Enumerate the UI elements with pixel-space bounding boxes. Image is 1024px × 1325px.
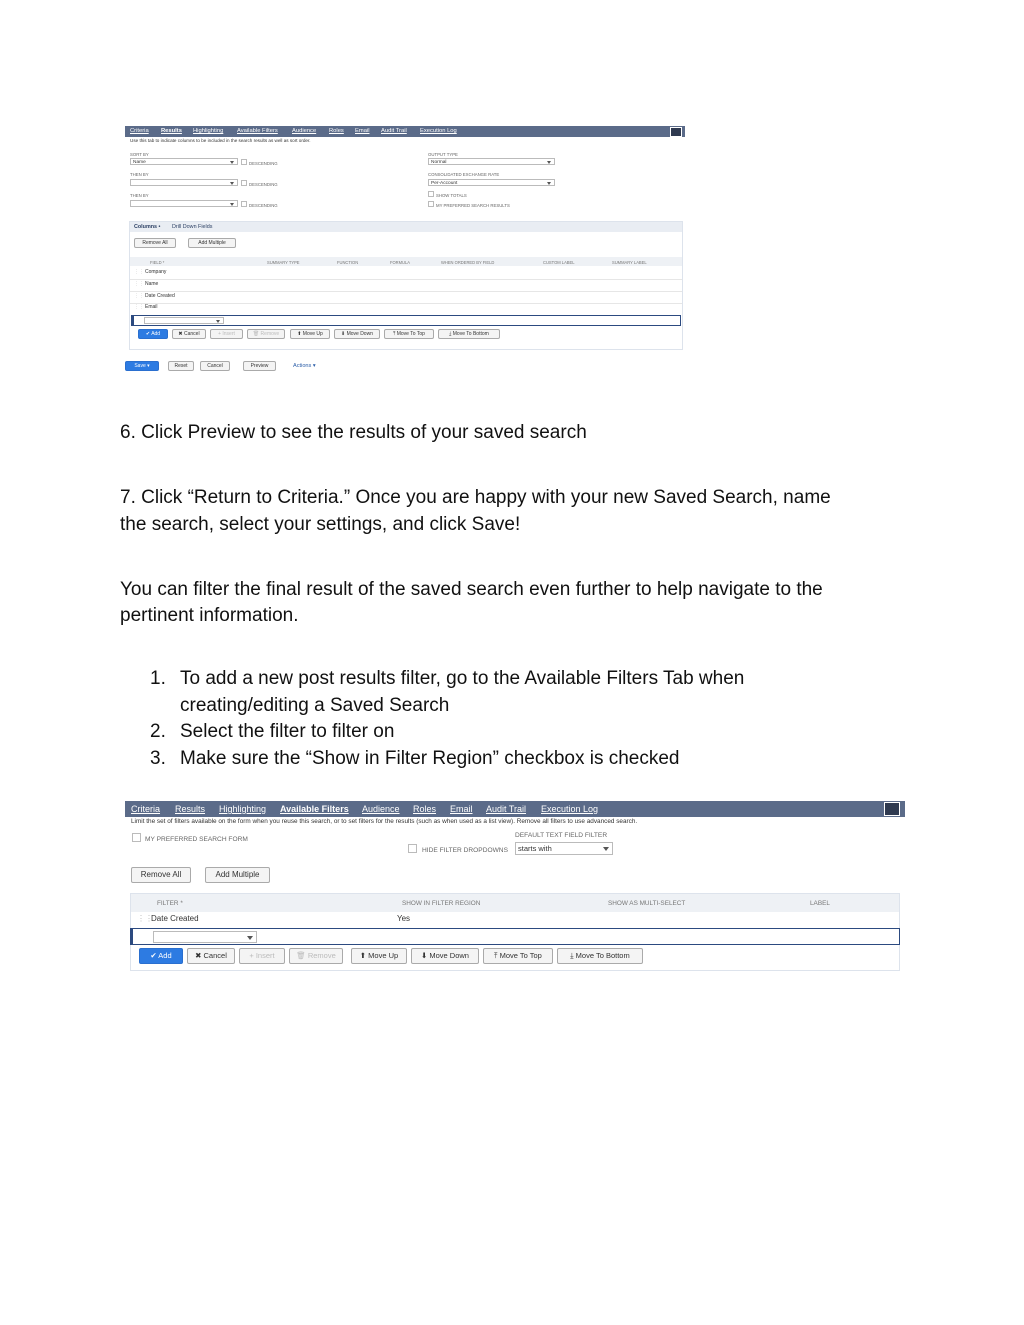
- col-summary-label: SUMMARY LABEL: [612, 260, 647, 265]
- col-when-ordered: WHEN ORDERED BY FIELD: [441, 260, 495, 265]
- columns-header: [130, 257, 682, 266]
- list-item-text: Select the filter to filter on: [180, 721, 395, 742]
- add-button[interactable]: ✔ Add: [138, 329, 168, 339]
- descending-checkbox-2[interactable]: [241, 180, 247, 186]
- table-row[interactable]: Name: [145, 281, 159, 287]
- sort-by-label: SORT BY: [130, 152, 149, 157]
- default-filter-label: DEFAULT TEXT FIELD FILTER: [515, 832, 608, 839]
- sort-by-select[interactable]: Name: [130, 158, 238, 165]
- list-item-text-cont: creating/editing a Saved Search: [180, 694, 450, 716]
- step-6-text: 6. Click Preview to see the results of your saved search: [120, 422, 587, 443]
- move-to-top-button[interactable]: ⤒ Move To Top: [384, 329, 434, 339]
- actions-menu[interactable]: Actions ▾: [293, 363, 316, 369]
- add-multiple-button[interactable]: Add Multiple: [205, 867, 270, 883]
- filters-table: [130, 893, 900, 971]
- move-up-button[interactable]: ⬆ Move Up: [351, 948, 407, 964]
- preferred-results-checkbox[interactable]: [428, 201, 434, 207]
- field-select[interactable]: [144, 317, 224, 324]
- step-7-line-1: 7. Click “Return to Criteria.” Once you are happy with your new Saved Search, name: [120, 487, 831, 508]
- drag-handle-icon[interactable]: ⋮⋮: [134, 304, 144, 310]
- chevron-down-icon: [603, 847, 609, 851]
- tab-audience[interactable]: Audience: [292, 128, 317, 134]
- menu-icon[interactable]: [670, 127, 682, 137]
- results-hint: Use this tab to indicate columns to be included in the search results as well as sort order.: [130, 138, 311, 143]
- table-row[interactable]: Email: [145, 304, 158, 310]
- col-custom-label: CUSTOM LABEL: [543, 260, 575, 265]
- preferred-results-label: MY PREFERRED SEARCH RESULTS: [436, 203, 510, 208]
- fade-overlay: [525, 354, 685, 378]
- tab-results[interactable]: Results: [175, 804, 206, 814]
- then-by-label: THEN BY: [130, 172, 149, 177]
- list-item-number: 3.: [150, 747, 166, 769]
- move-to-top-button[interactable]: ⤒ Move To Top: [483, 948, 553, 964]
- tab-audience[interactable]: Audience: [362, 804, 400, 814]
- descending-label: DESCENDING: [249, 182, 278, 187]
- move-to-bottom-button[interactable]: ⤓ Move To Bottom: [438, 329, 500, 339]
- reset-button[interactable]: Reset: [168, 361, 194, 371]
- drag-handle-icon[interactable]: ⋮⋮: [134, 269, 144, 275]
- remove-button[interactable]: 🗑 Remove: [289, 948, 343, 964]
- remove-all-button[interactable]: Remove All: [131, 867, 191, 883]
- exchange-rate-select[interactable]: Per-Account: [428, 179, 555, 186]
- cancel-row-button[interactable]: ✖ Cancel: [187, 948, 235, 964]
- default-filter-select[interactable]: starts with: [515, 842, 613, 855]
- row-divider: [130, 303, 682, 304]
- cancel-row-button[interactable]: ✖ Cancel: [172, 329, 206, 339]
- tab-audit-trail[interactable]: Audit Trail: [381, 128, 407, 134]
- preview-button[interactable]: Preview: [243, 361, 276, 371]
- insert-button[interactable]: + Insert: [239, 948, 285, 964]
- descending-checkbox-1[interactable]: [241, 159, 247, 165]
- results-tab-screenshot: [125, 126, 685, 378]
- drag-handle-icon[interactable]: ⋮⋮: [137, 914, 153, 923]
- descending-checkbox-3[interactable]: [241, 201, 247, 207]
- list-item-text: To add a new post results filter, go to the Available Filters Tab when: [180, 668, 745, 689]
- filters-header: [131, 894, 899, 912]
- tab-highlighting[interactable]: Highlighting: [219, 804, 267, 814]
- tab-available-filters[interactable]: Available Filters: [237, 128, 278, 134]
- filters-hint: Limit the set of filters available on the form when you reuse this search, or to set filters for the results (such as when used as a list view). Remove all filters to use advanced search.: [131, 818, 638, 825]
- tab-available-filters[interactable]: Available Filters: [280, 804, 349, 814]
- col-show-in-filter-region: SHOW IN FILTER REGION: [402, 900, 481, 907]
- col-show-as-multi-select: SHOW AS MULTI-SELECT: [608, 900, 686, 907]
- edit-row: [130, 928, 900, 945]
- insert-button[interactable]: + Insert: [210, 329, 243, 339]
- table-row-filter[interactable]: Date Created: [151, 914, 199, 923]
- remove-all-button[interactable]: Remove All: [134, 238, 176, 248]
- filter-select[interactable]: [153, 931, 257, 943]
- tab-criteria[interactable]: Criteria: [131, 804, 161, 814]
- tab-execution-log[interactable]: Execution Log: [420, 128, 457, 134]
- then-by-label: THEN BY: [130, 193, 149, 198]
- edit-row: [131, 315, 681, 326]
- show-totals-checkbox[interactable]: [428, 191, 434, 197]
- tab-roles[interactable]: Roles: [329, 128, 344, 134]
- tab-roles[interactable]: Roles: [413, 804, 437, 814]
- chevron-down-icon: [230, 161, 234, 164]
- list-item: [120, 666, 744, 719]
- tab-bar: [125, 126, 685, 137]
- tab-email[interactable]: Email: [355, 128, 370, 134]
- menu-icon[interactable]: [884, 802, 900, 816]
- hide-dropdowns-checkbox[interactable]: [408, 844, 417, 853]
- move-down-button[interactable]: ⬇ Move Down: [334, 329, 380, 339]
- chevron-down-icon: [547, 182, 551, 185]
- remove-button[interactable]: 🗑 Remove: [247, 329, 285, 339]
- list-item-number: 2.: [150, 721, 166, 742]
- col-summary-type: SUMMARY TYPE: [267, 260, 300, 265]
- chevron-down-icon: [216, 320, 220, 323]
- drag-handle-icon[interactable]: ⋮⋮: [134, 293, 144, 299]
- drag-handle-icon[interactable]: ⋮⋮: [134, 281, 144, 287]
- list-item: [120, 746, 744, 773]
- show-totals-label: SHOW TOTALS: [436, 193, 467, 198]
- list-item: [120, 719, 744, 746]
- preferred-form-checkbox[interactable]: [132, 833, 141, 842]
- tab-execution-log[interactable]: Execution Log: [541, 804, 599, 814]
- table-row[interactable]: Date Created: [145, 293, 175, 299]
- step-7-line-2: the search, select your settings, and click Save!: [120, 514, 521, 535]
- hide-dropdowns-label: HIDE FILTER DROPDOWNS: [422, 847, 508, 854]
- descending-label: DESCENDING: [249, 161, 278, 166]
- tab-results[interactable]: Results: [161, 128, 182, 134]
- filter-intro-line-1: You can filter the final result of the saved search even further to help navigate to the: [120, 579, 823, 600]
- tab-audit-trail[interactable]: Audit Trail: [486, 804, 527, 814]
- move-up-button[interactable]: ⬆ Move Up: [290, 329, 330, 339]
- move-to-bottom-button[interactable]: ⤓ Move To Bottom: [557, 948, 643, 964]
- columns-panel: [129, 221, 683, 350]
- table-row-show[interactable]: Yes: [397, 914, 411, 923]
- filter-steps-list: [120, 666, 744, 772]
- tab-drill-down-fields[interactable]: Drill Down Fields: [172, 224, 213, 230]
- chevron-down-icon: [230, 182, 234, 185]
- chevron-down-icon: [230, 203, 234, 206]
- preferred-form-label: MY PREFERRED SEARCH FORM: [145, 836, 248, 843]
- add-multiple-button[interactable]: Add Multiple: [188, 238, 236, 248]
- table-row[interactable]: Company: [145, 269, 167, 275]
- output-type-select[interactable]: Normal: [428, 158, 555, 165]
- cancel-button[interactable]: Cancel: [200, 361, 230, 371]
- available-filters-screenshot: [125, 801, 905, 973]
- save-button[interactable]: Save ▾: [125, 361, 159, 371]
- list-item-number: 1.: [150, 668, 166, 689]
- col-function: FUNCTION: [337, 260, 359, 265]
- row-divider: [130, 291, 682, 292]
- filter-intro-line-2: pertinent information.: [120, 605, 299, 626]
- columns-subtab-bar: [130, 222, 682, 232]
- row-divider: [130, 279, 682, 280]
- tab-highlighting[interactable]: Highlighting: [193, 128, 224, 134]
- tab-columns[interactable]: Columns •: [134, 224, 161, 230]
- chevron-down-icon: [247, 936, 253, 940]
- add-button[interactable]: ✔ Add: [139, 948, 183, 964]
- col-formula: FORMULA: [390, 260, 411, 265]
- then-by-select-2[interactable]: [130, 200, 238, 207]
- col-label: LABEL: [810, 900, 830, 907]
- tab-bar: [125, 801, 905, 817]
- output-type-label: OUTPUT TYPE: [428, 152, 458, 157]
- col-field: FIELD *: [150, 260, 165, 265]
- tab-criteria[interactable]: Criteria: [130, 128, 149, 134]
- then-by-select-1[interactable]: [130, 179, 238, 186]
- chevron-down-icon: [547, 161, 551, 164]
- exchange-rate-label: CONSOLIDATED EXCHANGE RATE: [428, 172, 500, 177]
- move-down-button[interactable]: ⬇ Move Down: [411, 948, 479, 964]
- descending-label: DESCENDING: [249, 203, 278, 208]
- list-item-text: Make sure the “Show in Filter Region” checkbox is checked: [180, 747, 680, 769]
- col-filter: FILTER *: [157, 900, 183, 907]
- tab-email[interactable]: Email: [450, 804, 473, 814]
